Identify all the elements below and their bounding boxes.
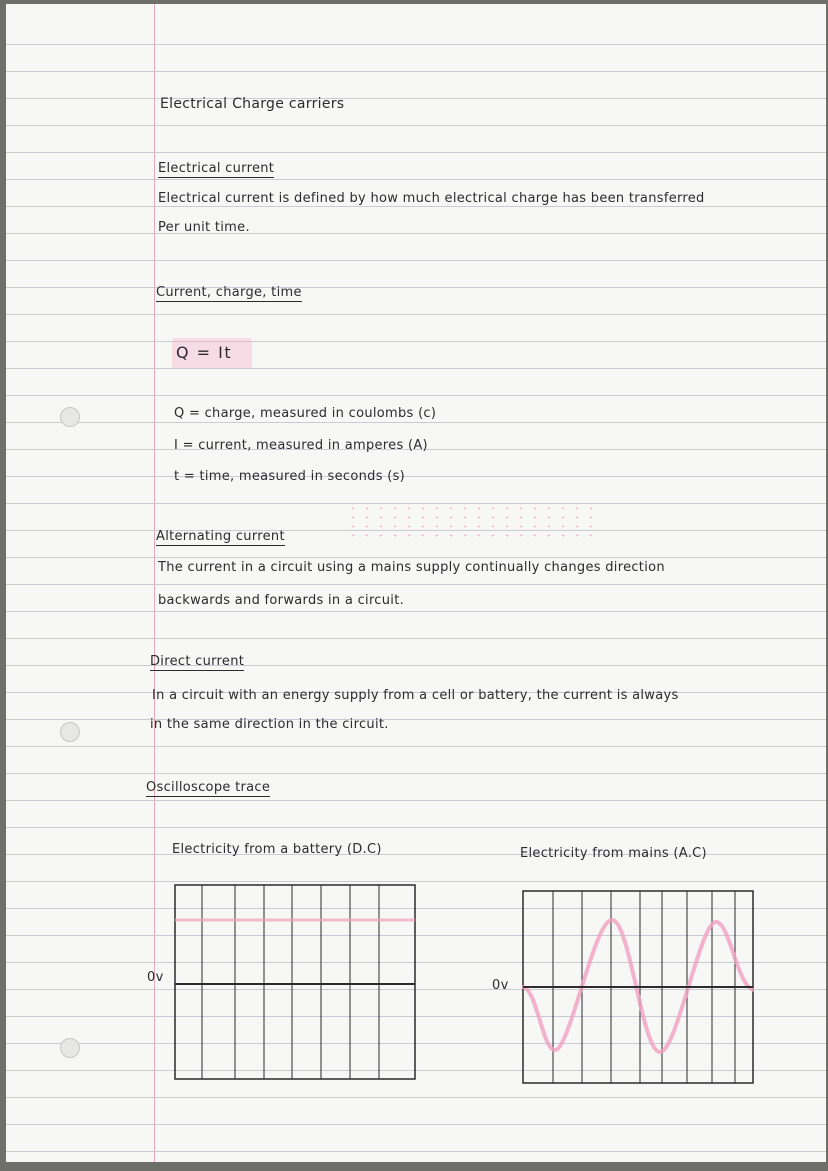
definition-current: I = current, measured in amperes (A)	[174, 438, 428, 453]
dotted-doodle	[346, 504, 596, 540]
binder-hole	[60, 722, 80, 742]
ac-definition-line-2: backwards and forwards in a circuit.	[158, 593, 405, 608]
ac-definition-line-1: The current in a circuit using a mains supply continually changes direction	[158, 560, 665, 575]
dc-oscilloscope-grid	[174, 884, 416, 1080]
dc-definition-line-2: in the same direction in the circuit.	[150, 717, 389, 732]
dc-zero-volt-label: 0v	[147, 970, 164, 985]
page-title: Electrical Charge carriers	[160, 96, 345, 112]
ac-zero-volt-label: 0v	[492, 978, 509, 993]
dc-definition-line-1: In a circuit with an energy supply from a cell or battery, the current is always	[152, 688, 679, 703]
current-definition-line-1: Electrical current is defined by how much electrical charge has been transferred	[158, 191, 705, 206]
heading-direct-current: Direct current	[150, 654, 245, 669]
dc-trace-label: Electricity from a battery (D.C)	[172, 842, 382, 857]
formula-q-equals-it: Q = It	[176, 343, 233, 362]
heading-current-charge-time: Current, charge, time	[156, 285, 302, 300]
binder-hole	[60, 1038, 80, 1058]
ac-oscilloscope-grid	[522, 890, 754, 1084]
binder-hole	[60, 407, 80, 427]
heading-oscilloscope-trace: Oscilloscope trace	[146, 780, 271, 795]
heading-electrical-current: Electrical current	[158, 161, 275, 176]
definition-time: t = time, measured in seconds (s)	[174, 469, 406, 484]
ac-trace-label: Electricity from mains (A.C)	[520, 846, 707, 861]
notebook-page	[6, 4, 826, 1162]
definition-charge: Q = charge, measured in coulombs (c)	[174, 406, 437, 421]
margin-line	[154, 4, 155, 1162]
current-definition-line-2: Per unit time.	[158, 220, 250, 235]
heading-alternating-current: Alternating current	[156, 529, 285, 544]
